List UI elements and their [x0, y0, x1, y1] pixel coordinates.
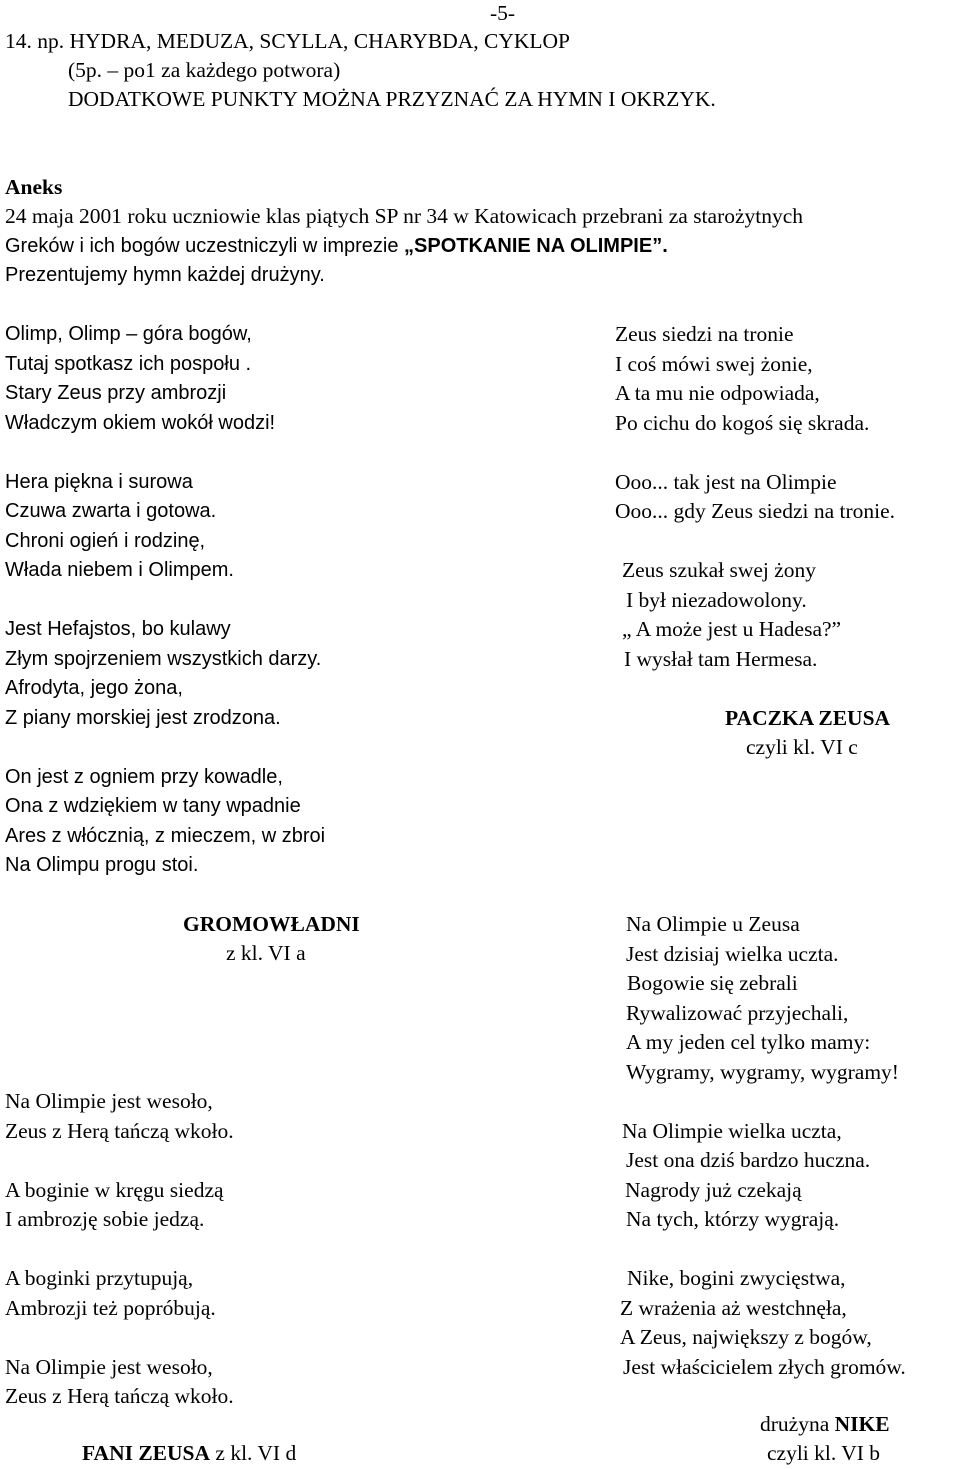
stanza-gap [5, 438, 325, 468]
verse-line: Na Olimpie u Zeusa [626, 912, 800, 936]
verse-line: Ooo... tak jest na Olimpie [615, 469, 837, 494]
verse-line: Bogowie się zebrali [627, 971, 798, 995]
stanza-gap [5, 1235, 234, 1265]
stanza-gap [615, 527, 895, 557]
team-prefix-nike: drużyna [760, 1412, 835, 1436]
verse-line: Ooo... gdy Zeus siedzi na tronie. [615, 499, 896, 523]
verse-line: Po cichu do kogoś się skrada. [615, 410, 870, 435]
verse-line: Stary Zeus przy ambrozji [5, 382, 227, 404]
verse-line: A my jeden cel tylko mamy: [626, 1030, 871, 1054]
annex-line-2 [5, 235, 668, 257]
verse-line: Zeus z Herą tańczą wkoło. [5, 1118, 234, 1143]
verse-line: I ambrozję sobie jedzą. [5, 1207, 205, 1231]
verse-line: Nike, bogini zwycięstwa, [627, 1266, 846, 1290]
stanza-gap [5, 1323, 234, 1353]
verse-line: A Zeus, największy z bogów, [620, 1325, 872, 1349]
verse-line: Hera piękna i surowa [5, 470, 193, 493]
verse-line: Czuwa zwarta i gotowa. [5, 500, 217, 522]
team-class-nike: czyli kl. VI b [767, 1441, 881, 1465]
annex-title: Aneks [5, 175, 63, 199]
header-line-1: 14. np. HYDRA, MEDUZA, SCYLLA, CHARYBDA, CYKLOP [5, 29, 571, 53]
verse-line: Chroni ogień i rodzinę, [5, 529, 206, 552]
header-line-2: (5p. – po1 za każdego potwora) [68, 58, 341, 82]
hymn-nike [620, 910, 906, 1382]
verse-line: On jest z ogniem przy kowadle, [5, 765, 283, 788]
team-name-fani-zeusa: FANI ZEUSA [82, 1441, 211, 1465]
verse-line: Jest Hefajstos, bo kulawy [5, 618, 231, 640]
verse-line: Na Olimpu progu stoi. [5, 854, 199, 876]
verse-line: Ona z wdziękiem w tany wpadnie [5, 795, 301, 817]
verse-line: Nagrody już czekają [625, 1177, 802, 1202]
verse-line: Zeus z Herą tańczą wkoło. [5, 1384, 234, 1408]
stanza-gap [5, 733, 325, 763]
hymn-gromowladni [5, 320, 325, 881]
verse-line: I wysłał tam Hermesa. [624, 646, 818, 671]
stanza-gap [5, 1146, 234, 1176]
verse-line: Z piany morskiej jest zrodzona. [5, 706, 281, 729]
verse-line: I coś mówi swej żonie, [615, 351, 813, 376]
verse-line: Władczym okiem wokół wodzi! [5, 411, 276, 434]
stanza-gap [620, 1235, 906, 1265]
team-class-gromowladni: z kl. VI a [226, 941, 306, 965]
annex-line-2-text: Greków i ich bogów uczestniczyli w imprezie [5, 235, 405, 257]
verse-line: Na Olimpie jest wesoło, [5, 1354, 213, 1379]
verse-line: Jest ona dziś bardzo huczna. [626, 1148, 871, 1172]
annex-line-3: Prezentujemy hymn każdej drużyny. [5, 264, 325, 286]
verse-line: Z wrażenia aż westchnęła, [620, 1295, 847, 1320]
annex-line-1: 24 maja 2001 roku uczniowie klas piątych SP nr 34 w Katowicach przebrani za starożytnych [5, 204, 804, 228]
verse-line: A ta mu nie odpowiada, [615, 381, 820, 405]
verse-line: Włada niebem i Olimpem. [5, 559, 234, 581]
team-nike [760, 1414, 890, 1436]
header-line-3: DODATKOWE PUNKTY MOŻNA PRZYZNAĆ ZA HYMN I OKRZYK. [68, 87, 716, 111]
verse-line: A boginie w kręgu siedzą [5, 1177, 224, 1202]
verse-line: Ares z włócznią, z mieczem, w zbroi [5, 824, 326, 847]
verse-line: Jest właścicielem złych gromów. [623, 1354, 906, 1379]
verse-line: Wygramy, wygramy, wygramy! [626, 1059, 899, 1084]
verse-line: Ambrozji też popróbują. [5, 1295, 216, 1320]
verse-line: Na Olimpie wielka uczta, [622, 1118, 842, 1143]
verse-line: Na Olimpie jest wesoło, [5, 1089, 213, 1113]
team-class-fani-zeusa: z kl. VI d [210, 1441, 297, 1465]
stanza-gap [5, 586, 325, 616]
verse-line: Rywalizować przyjechali, [626, 1000, 849, 1025]
verse-line: Olimp, Olimp – góra bogów, [5, 323, 252, 345]
verse-line: Jest dzisiaj wielka uczta. [626, 941, 839, 966]
stanza-gap [620, 1087, 906, 1117]
page-number: -5- [490, 1, 516, 25]
verse-line: A boginki przytupują, [5, 1266, 194, 1290]
verse-line: I był niezadowolony. [626, 587, 807, 612]
team-fani-zeusa [82, 1443, 296, 1465]
event-name: „SPOTKANIE NA OLIMPIE”. [404, 235, 668, 257]
verse-line: „ A może jest u Hadesa?” [622, 617, 842, 641]
team-name-nike: NIKE [834, 1412, 890, 1436]
verse-line: Zeus siedzi na tronie [615, 322, 794, 346]
verse-line: Afrodyta, jego żona, [5, 677, 183, 699]
verse-line: Zeus szukał swej żony [622, 558, 817, 582]
hymn-fani-zeusa [5, 1087, 234, 1412]
verse-line: Złym spojrzeniem wszystkich darzy. [5, 647, 322, 670]
hymn-paczka-zeusa [615, 320, 895, 674]
team-class-paczka-zeusa: czyli kl. VI c [746, 735, 858, 759]
verse-line: Na tych, którzy wygrają. [626, 1207, 840, 1231]
team-name-gromowladni: GROMOWŁADNI [183, 912, 360, 936]
stanza-gap [615, 438, 895, 468]
team-name-paczka-zeusa: PACZKA ZEUSA [725, 706, 891, 730]
verse-line: Tutaj spotkasz ich pospołu . [5, 352, 252, 375]
